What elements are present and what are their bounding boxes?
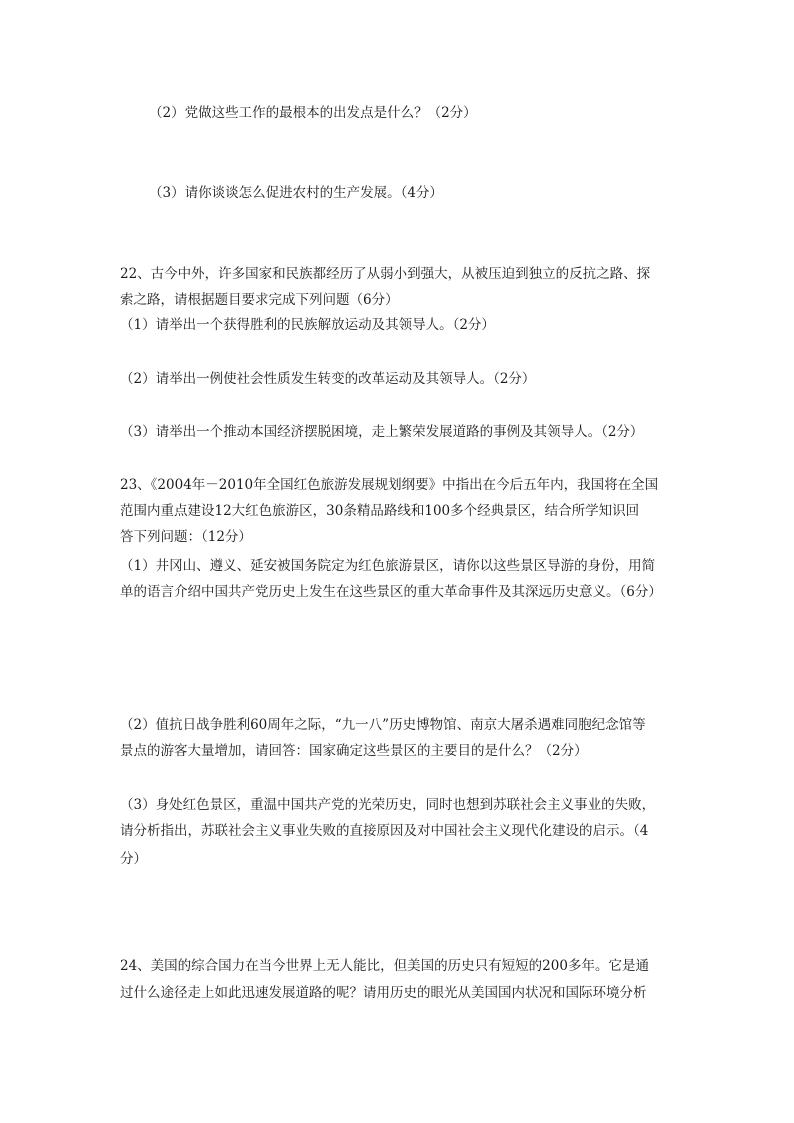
q24-intro-line2: 过什么途径走上如此迅速发展道路的呢？请用历史的眼光从美国国内状况和国际环境分析 — [120, 985, 647, 1001]
q23-sub2-line2: 景点的游客大量增加，请回答：国家确定这些景区的主要目的是什么？（2分） — [120, 743, 588, 759]
q23-intro-line3: 答下列问题：（12分） — [120, 529, 252, 545]
q23-sub3-line2: 请分析指出，苏联社会主义事业失败的直接原因及对中国社会主义现代化建设的启示。（4 — [120, 823, 649, 839]
q22-sub1: （1）请举出一个获得胜利的民族解放运动及其领导人。（2分） — [120, 317, 495, 333]
q23-sub1-line2: 单的语言介绍中国共产党历史上发生在这些景区的重大革命事件及其深远历史意义。（6分） — [120, 584, 662, 600]
q23-intro-line1: 23、《2004年－2010年全国红色旅游发展规划纲要》中指出在今后五年内，我国将在全国 — [120, 477, 659, 493]
q23-sub3-line3: 分） — [120, 851, 147, 867]
q23-sub3-line1: （3）身处红色景区，重温中国共产党的光荣历史，同时也想到苏联社会主义事业的失败， — [120, 797, 656, 813]
q22-sub3: （3）请举出一个推动本国经济摆脱困境，走上繁荣发展道路的事例及其领导人。（2分） — [120, 424, 644, 440]
q23-sub2-line1: （2）值抗日战争胜利60周年之际，“九一八”历史博物馆、南京大屠杀遇难同胞纪念馆等 — [120, 717, 646, 733]
q22-sub2: （2）请举出一例使社会性质发生转变的改革运动及其领导人。（2分） — [120, 371, 536, 387]
q24-intro-line1: 24、美国的综合国力在当今世界上无人能比，但美国的历史只有短短的200多年。它是通 — [120, 958, 649, 974]
q21-sub2: （2）党做这些工作的最根本的出发点是什么？（2分） — [149, 105, 477, 121]
q23-intro-line2: 范围内重点建设12大红色旅游区，30条精品路线和100多个经典景区，结合所学知识回 — [120, 503, 640, 519]
q23-sub1-line1: （1）井冈山、遵义、延安被国务院定为红色旅游景区，请你以这些景区导游的身份，用简 — [120, 558, 656, 574]
q22-intro-line1: 22、古今中外，许多国家和民族都经历了从弱小到强大，从被压迫到独立的反抗之路、探 — [120, 266, 651, 282]
q22-intro-line2: 索之路，请根据题目要求完成下列问题（6分） — [120, 292, 399, 308]
q21-sub3: （3）请你谈谈怎么促进农村的生产发展。（4分） — [149, 185, 443, 201]
